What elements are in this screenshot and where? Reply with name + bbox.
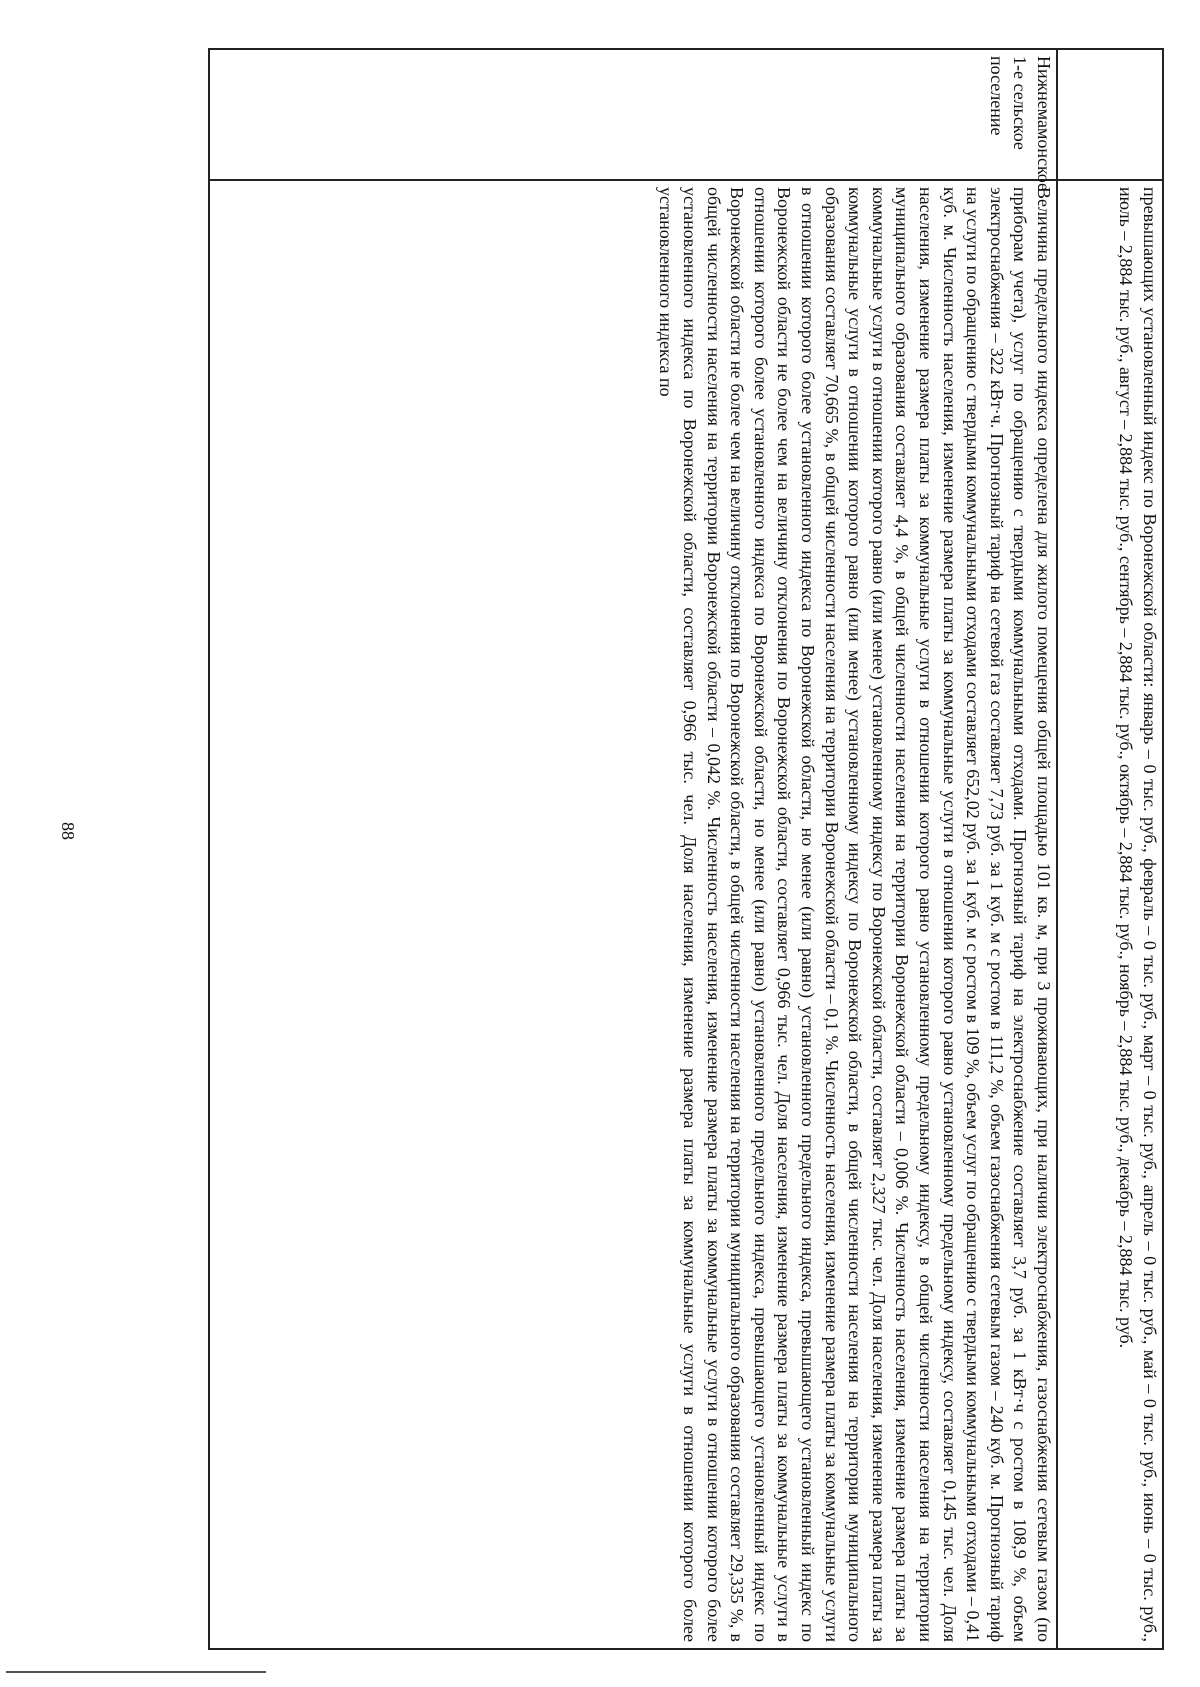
tariff-index-table — [208, 48, 1164, 1650]
scan-edge-line — [6, 1671, 266, 1673]
settlement-name-cell — [1057, 49, 1163, 180]
page-number: 88 — [58, 822, 78, 840]
table-row — [1057, 49, 1163, 1649]
rotated-page-content — [164, 48, 1164, 1648]
settlement-name-cell: Нижнемамонское 1-е сельское поселение — [209, 49, 1057, 180]
description-cell: Величина предельного индекса определена для жилого помещения общей площадью 101 кв. м, при 3 проживающих, при наличии электроснабжения, газоснабжения сетевым газом (по приборам учета), услуг по обращению с твердыми коммунальными отходами. Прогнозный тариф на электроснабжение составляет 3,7 руб. за 1 кВт·ч с ростом в 108,9 %, объем электроснабжения – 322 кВт·ч. Прогнозный тариф на сетевой газ составляет 7,73 руб. за 1 куб. м с ростом в 111,2 %, объем газоснабжения сетевым газом – 240 куб. м. Прогнозный тариф на услуги по обращению с твердыми коммунальными отходами составляет 652,02 руб. за 1 куб. м с ростом в 109 %, объем услуг по обращению с твердыми коммунальными отходами – 0,41 куб. м. Численность населения, изменение размера платы за коммунальные услуги в отношении которого равно установленному предельному индексу, составляет 0,145 тыс. чел. Доля населения, изменение размера платы за коммунальные услуги в отношении которого равно установленному предельному индексу, в общей численности населения на территории муниципального образования составляет 4,4 %, в общей численности населения на территории Воронежской области – 0,006 %. Численность населения, изменение размера платы за коммунальные услуги в отношении которого равно (или менее) установленному индексу по Воронежской области, составляет 2,327 тыс. чел. Доля населения, изменение размера платы за коммунальные услуги в отношении которого равно (или менее) установленному индексу по Воронежской области, в общей численности населения на территории муниципального образования составляет 70,665 %, в общей численности населения на территории Воронежской области – 0,1 %. Численность населения, изменение размера платы за коммунальные услуги в отношении которого более установленного индекса по Воронежской области, но менее (или равно) установленного предельного индекса, превышающего установленный индекс по Воронежской области не более чем на величину отклонения по Воронежской области, составляет 0,966 тыс. чел. Доля населения, изменение размера платы за коммунальные услуги в отношении которого более установленного индекса по Воронежской области, но менее (или равно) установленного предельного индекса, превышающего установленный индекс по Воронежской области не более чем на величину отклонения по Воронежской области, в общей численности населения на территории муниципального образования составляет 29,335 %, в общей численности населения на территории Воронежской области – 0,042 %. Численность населения, изменение размера платы за коммунальные услуги в отношении которого более установленного индекса по Воронежской области, составляет 0,966 тыс. чел. Доля населения, изменение размера платы за коммунальные услуги в отношении которого более установленного индекса по — [209, 180, 1057, 1649]
table-row — [209, 49, 1057, 1649]
description-cell: превышающих установленный индекс по Воронежской области: январь – 0 тыс. руб., февраль – 0 тыс. руб., март – 0 тыс. руб., апрель – 0 тыс. руб., май – 0 тыс. руб., июнь – 0 тыс. руб., июль – 2,884 тыс. руб., август – 2,884 тыс. руб., сентябрь – 2,884 тыс. руб., октябрь – 2,884 тыс. руб., ноябрь – 2,884 тыс. руб., декабрь – 2,884 тыс. руб. — [1057, 180, 1163, 1649]
